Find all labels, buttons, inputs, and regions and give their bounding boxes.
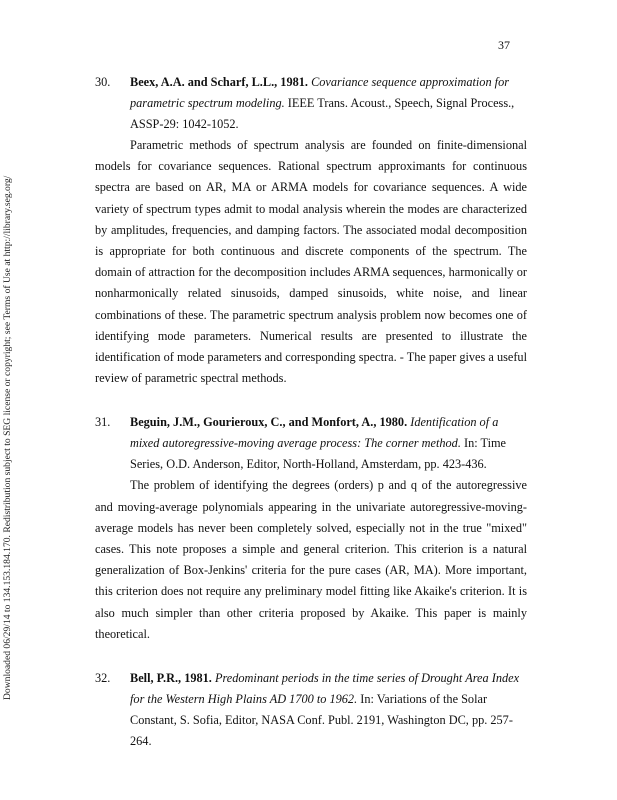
citation — [95, 668, 527, 752]
entry-abstract: The problem of identifying the degrees (orders) p and q of the autoregressive and moving-average polynomials appearing in the univariate autoregressive-moving-average models has never been completely solved, especially not in the true "mixed" cases. This note proposes a simple and general criterion. This criterion is a natural generalization of Box-Jenkins' criteria for the pure cases (AR, MA). More important, this criterion does not require any preliminary model fitting like Akaike's criterion. It is also much simpler than other criteria proposed by Akaike. This paper is mainly theoretical. — [95, 478, 527, 641]
entry-source: In: Variations of the Solar Constant, S. Sofia, Editor, NASA Conf. Publ. 2191, Washington DC, pp. 257-264. — [130, 692, 513, 749]
citation — [95, 72, 527, 135]
bibliography-entry-30 — [95, 72, 527, 389]
download-notice-text: Downloaded 06/29/14 to 134.153.184.170. Redistribution subject to SEG license or copyright; see Terms of Use at http://library.seg.org/ — [2, 175, 13, 700]
entry-authors: Beguin, J.M., Gourieroux, C., and Monfort, A., 1980. — [130, 415, 408, 430]
entry-number: 31. — [95, 415, 111, 430]
entry-authors: Beex, A.A. and Scharf, L.L., 1981. — [130, 75, 308, 89]
entry-title: Covariance sequence approximation for parametric spectrum modeling. — [130, 75, 510, 110]
citation — [95, 412, 527, 475]
entry-authors: Bell, P.R., 1981. — [130, 671, 212, 686]
bibliography-entry-31 — [95, 412, 527, 645]
page-number: 37 — [498, 38, 510, 52]
entry-number: 32. — [95, 671, 111, 686]
entry-source: IEEE Trans. Acoust., Speech, Signal Process., ASSP-29: 1042-1052. — [130, 96, 515, 131]
bibliography-entries — [95, 72, 527, 775]
entry-abstract: Parametric methods of spectrum analysis are founded on finite-dimensional models for covariance sequences. Rational spectrum approximants for continuous spectra are based on AR, MA or ARMA models for covariance sequences. A wide variety of spectrum types admit to modal analysis wherein the modes are characterized by amplitudes, frequencies, and damping factors. The associated modal decomposition is appropriate for both continuous and discrete components of the spectrum. The domain of attraction for the decomposition includes ARMA sequences, harmonically or nonharmonically related sinusoids, damped sinusoids, white noise, and linear combinations of these. The parametric spectrum analysis problem now becomes one of identifying mode parameters. Numerical results are presented to illustrate the identification of mode parameters and corresponding spectra. - The paper gives a useful review of parametric spectral methods. — [95, 138, 527, 386]
download-notice — [2, 110, 18, 700]
bibliography-entry-32 — [95, 668, 527, 752]
entry-title: Identification of a mixed autoregressive-moving average process: The corner method. — [130, 415, 499, 451]
entry-source: In: Time Series, O.D. Anderson, Editor, North-Holland, Amsterdam, pp. 423-436. — [130, 436, 507, 472]
entry-title: Predominant periods in the time series of Drought Area Index for the Western High Plains AD 1700 to 1962. — [130, 671, 520, 707]
entry-number: 30. — [95, 75, 111, 89]
